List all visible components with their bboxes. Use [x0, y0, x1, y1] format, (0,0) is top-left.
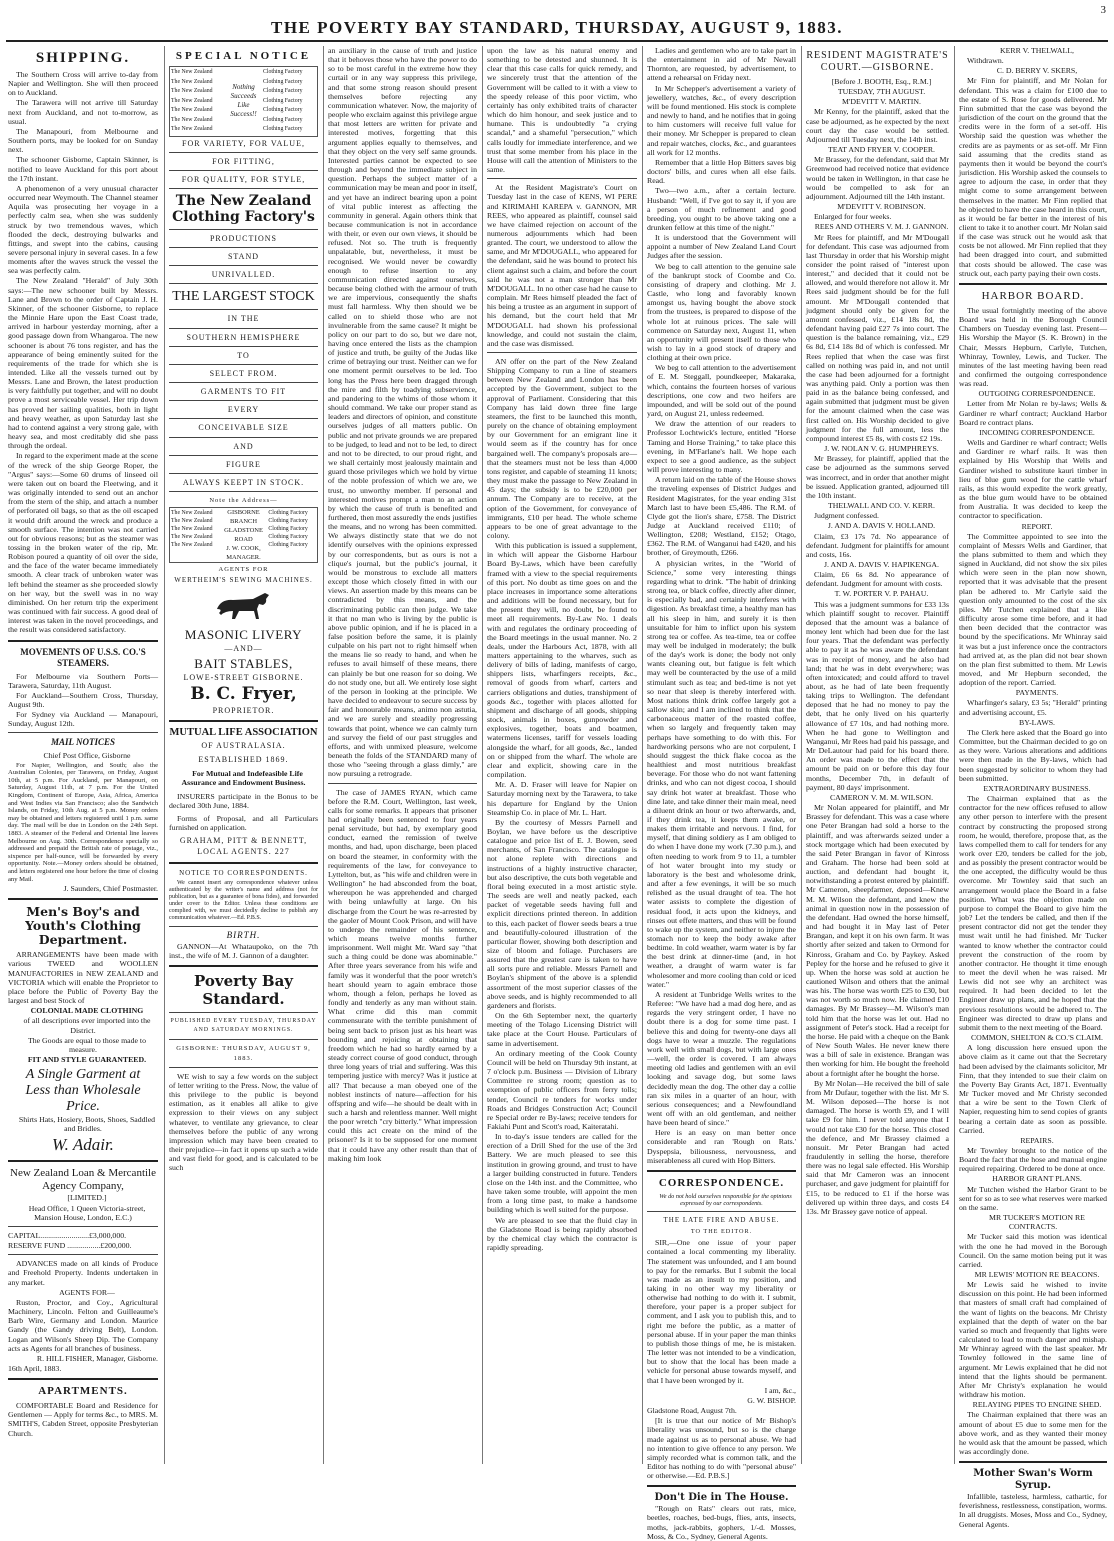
- australasia: OF AUSTRALASIA.: [201, 740, 286, 750]
- leader-text: WE wish to say a few words on the subject of letter writing to the Press. Now, the value of this privilege to the public is beyond estimation, as it enables all alike to give expression to their views on any subject whatever, to ventilate any grievance, to clear themselves before the public of any wrong impression which may have been created to their prejudice—in fact it opens up such a wide and vast field for good, and is calculated to be such: [169, 1071, 318, 1173]
- section-rule: [328, 783, 477, 784]
- section-rule: [487, 178, 637, 179]
- ad-line: GARMENTS TO FIT: [200, 387, 287, 397]
- horse-icon: [209, 589, 279, 623]
- birth-heading: BIRTH.: [226, 929, 261, 940]
- sub-text: Wharfinger's salary, £3 5s; "Herald" printing and advertising account, £5.: [959, 698, 1107, 717]
- case-heading: M'DEVITT V. MARTIN.: [842, 97, 921, 107]
- case-heading: THELWALL AND CO. V. KERR.: [828, 501, 935, 511]
- sub-heading: OUTGOING CORRESPONDENCE.: [978, 389, 1096, 399]
- late-fire-heading: THE LATE FIRE AND ABUSE.: [663, 1215, 780, 1224]
- harbour-board-heading: HARBOR BOARD.: [981, 289, 1085, 302]
- harbour-text: The usual fortnightly meeting of the above Board was held in the Borough Council Chambers on Tuesday evening last. Present—His Worship the Mayor (S. K. Brown) in the Chair, Messrs Hepburn, Carlyle, Tutchen, Whinray, Townley, Lewis, and Tucker. The minutes of the last meeting having been read and confirmed the outgoing correspondence was read.: [959, 305, 1107, 389]
- mother-swan-text: Infallible, tasteless, harmless, cathartic, for feverishness, restlessness, constipation, worms. In all druggists. Moses, Moss and Co., Sydney, General Agents.: [959, 1492, 1107, 1529]
- case-heading: J. AND A. DAVIS V. HOLLAND.: [827, 521, 936, 531]
- shipping-paragraph: The New Zealand "Herald" of July 30th says:—The new schooner built by Messrs. Lane and Brown to the order of Captain J. H. Skinner, of the schooner Gisborne, to replace the Minnie Hare upon the East Coast trade, arrived in harbour yesterday morning, after a good passage down from Whangaroa. The new schooner is about 76 tons register, and has the appearance of being eminently suited for the requirements of the trade for which she is intended. Like all the vessels turned out by Messrs. Lane and Brown, the latest production is very faithfully put together, and will no doubt prove a most serviceable vessel. Her trip down has proved her sailing qualities, both in light and heavy weather, as upon Saturday last she had to contend against a very strong gale, with heavy sea, and most creditably did she pass through the ordeal.: [8, 276, 158, 451]
- ad-line: SELECT FROM.: [209, 368, 278, 378]
- shipping-heading: SHIPPING.: [35, 50, 131, 66]
- ad-line: EVERY: [227, 405, 260, 415]
- garment-line: A Single Garment at: [25, 1067, 141, 1083]
- case-text: Judgment confessed.: [814, 511, 879, 521]
- loan-date: 16th April, 1883.: [8, 1363, 62, 1373]
- column-divider: [164, 46, 165, 1464]
- column-4: [487, 46, 637, 1464]
- section-rule: [169, 862, 318, 864]
- section-rule: [169, 247, 318, 248]
- case-heading: J. W. NOLAN V. G. HUMPHREYS.: [824, 444, 939, 454]
- nz-column: [170, 67, 225, 136]
- section-rule: [169, 491, 318, 492]
- movement-item: For Sydney via Auckland — Manapouri, Sunday, August 12th.: [8, 710, 158, 729]
- nz-line: The New Zealand: [171, 78, 213, 85]
- apartments-text: COMFORTABLE Board and Residence for Gentlemen — Apply for terms &c., to MRS. M. SMITH'S, Cabden Street, opposite Presbyterian Church.: [8, 1401, 158, 1438]
- nz-clothing-block: [169, 66, 318, 137]
- section-rule: [169, 328, 318, 329]
- section-rule: [959, 283, 1107, 285]
- local-agents: [169, 847, 318, 856]
- cf-line: Clothing Factory: [268, 542, 308, 549]
- section-rule: [169, 473, 318, 474]
- mail-signature: J. Saunders, Chief Postmaster.: [63, 884, 158, 894]
- proprietor: PROPRIETOR.: [212, 705, 275, 715]
- sub-text: Mr Lewis said he wished to invite discussion on this point. He had been informed that masters of small craft had complained of the want of lights on the beacons. Mr Christy explained that the depth of water on the bar varied so much and frequently that lights were calculated to lead to much danger and mishap. Mr Whinray agreed with the last speaker. Mr Townley followed in the same line of argument. Mr Lewis explained that he did not intend that the lights should be permanent. After Mr Christy's explanation he would withdraw his motion.: [959, 1280, 1107, 1400]
- cf-line: Clothing Factory: [268, 510, 308, 517]
- clothing-line: The Goods are equal to those made to measure.: [27, 1035, 146, 1054]
- loan-reserve: RESERVE FUND .................£200,000.: [8, 1241, 132, 1251]
- sub-text: Mr Tucker said this motion was identical with the one he had moved in the Borough Council. On the same motion being put it was carried.: [959, 1232, 1107, 1269]
- column-divider: [482, 46, 483, 1464]
- local-paragraph: In Mr Schepper's advertisement a variety of jewellery, watches, &c., of every description will be found mentioned. His stock is complete and newly to hand, and he notifies that in going to him customers will receive full value for their money. Mr Schepper is prepared to clean and repair watches, clocks, &c., and guarantees all work for 12 months.: [647, 83, 796, 157]
- section-rule: [8, 898, 158, 900]
- section-rule: [959, 1461, 1107, 1463]
- shipping-paragraph: A phenomenon of a very unusual character occurred near Weymouth. The Channel steamer Aquila was prosecuting her voyage in a perfectly calm sea, when she was suddenly struck by two tremendous waves, which flooded the deck, destroying bulwarks and fittings, and swept into the cabins, causing severe personal injury in several cases. In a few moments after the waves struck the vessel the sea was perfectly calm.: [8, 183, 158, 276]
- published-line: PUBLISHED EVERY TUESDAY, THURSDAY AND SATURDAY MORNINGS.: [170, 1018, 317, 1034]
- loan-limited: [LIMITED.]: [67, 1193, 107, 1203]
- address-block: [169, 507, 318, 563]
- sub-heading: BY-LAWS.: [1019, 717, 1055, 727]
- sub-heading: EXTRAORDINARY BUSINESS.: [983, 783, 1091, 793]
- tenders-text: In to-day's issue tenders are called for the erection of a Drill Shed for the use of the 3rd Battery. We are much pleased to see this institution in growing ground, and trust to have a larger building constructed in future. Tenders close on the 14th inst. and the Committee, who have taken some trouble, will appoint the men from a long time past, to make a handsome building which is well suited for the purpose.: [487, 1132, 637, 1215]
- section-rule: [169, 229, 318, 230]
- letter-signoff: I am, &c.,: [764, 1385, 796, 1395]
- local-paragraph: We beg to call attention to the genuine sale of the bankrupt stock of Coombe and Co. consisting of drapery and clothing. Mr J. Castle, who long and favorably known amongst us, having bought the above stock from the trustees, is prepared to dispose of the whole lot at ruinous prices. The sale will commence on Saturday next, August 11, when an opportunity will present itself to those who wish to lay in a good stock of drapery and clothing at their own price.: [647, 261, 796, 363]
- editor-reply: [It is true that our notice of Mr Bishop's liberality was unsound, but so is the charge made against us as to personal abuse. We had no intention to give offence to any person. We simply recorded what is common talk, and the Editor has nothing to do with "personal abuse" or otherwise.—Ed. P.B.S.]: [647, 1416, 796, 1481]
- birth-text: GANNON—At Whataupoko, on the 7th inst., the wife of M. J. Gannon of a daughter.: [169, 941, 318, 960]
- case-text: Mr Nolan appeared for plaintiff, and Mr Brassey for defendant. This was a case where one Peter Brangan had sold a horse to the plaintiff, and was afterwards seized under a stock mortgage which had been executed by the said Peter Brangan in favor of Kinross and Graham. The horse had been sold at auction, and defendant had bought it, notwithstanding a protest entered by plaintiff. Mr Cameron, sheepfarmer, deposed—Knew M. M. Wilson the defendant, and knew the animal in question now in the possession of the defendant. Had owned the horse himself, and had bought it in May last of Peter Brangan, and kept it on his own farm. It was shortly after seized and taken to Ormond for Kinross, Graham and Co. by Paykey. Asked Pepley for the horse and he refused to give it up. When the horse was sold at auction he cautioned Wilson and others that the animal was his. The horse was worth £25 to £30, but was not worth so much now. He claimed £10 damages. By Mr Brassey—M. Wilson's man told him that the horse was let out. Had no assignment of Peter's stock. Had a receipt for the horse. He paid with a cheque on the Bank of New South Wales. He never knew there was a bill of sale in existence. Brangan was then working for him. He bought the freehold about a fortnight after he bought the horse.: [806, 803, 949, 1078]
- cf-line: Clothing Factory: [263, 107, 303, 113]
- nothing-succeeds: Nothing Succeeds Like Success!!: [230, 83, 257, 119]
- clothing-department-heading: Men's Boy's and Youth's Clothing Department.: [25, 904, 141, 948]
- column-divider: [954, 46, 955, 1464]
- notice-correspondents-text: We cannot insert any correspondence whatever unless authenticated by the writer's name and address (not for publication, but as a guarantee of bona fides), and forwarded under cover to the Editor. Unless these conditions are complied with, we must decidedly decline to publish any communication whatever.—Ed. P.B.S.: [169, 879, 318, 921]
- special-notice-heading: SPECIAL NOTICE: [175, 50, 312, 62]
- sub-heading: PAYMENTS.: [1015, 688, 1059, 698]
- sub-text: The Chairman explained that as the contractor for the new offices refused to allow any other person to interfere with the present contract by constructing the proposed strong room, he would, therefore, propose that, as the laws compelled them to call for tenders for any work over £20, tenders be called for the job, and as possibly the present contractor would be the one accepted, the difficulty would be thus overcome. Mr Townley said that such an arrangement would place the Board in a false position. What was the objection made on purpose to compel the Board to give him the job? Let the tenders be called, and then if the present contractor did not get the tender they must wait until he had finished. Mr Tucker wanted to know whether the contractor could prevent the construction of the room by another contractor. He thought it time enough to meet the devil when he was raised. Mr Lewis did not see why an architect was required. It had been decided to let the Engineer draw up plans, and he hoped that the previous resolutions would be adhered to. The Engineer was directed to draw up plans and submit them to the next meeting of the Board.: [959, 794, 1107, 1032]
- case-heading: REES AND OTHERS V. M. J. GANNON.: [814, 222, 949, 232]
- insurers-text: INSURERS participate in the Bonus to be declared 30th June, 1884.: [169, 791, 318, 810]
- nz-line: The New Zealand: [171, 510, 213, 517]
- case-text: Claim, £3 17s 7d. No appearance of defendant. Judgment for plaintiffs for amount and costs, 16s.: [806, 531, 949, 559]
- local-paragraph: Two—two a.m., after a certain lecture. Husband: "Well, if I've got to say it, if you are a person of much refinement and good breeding, you ought to be above taking one a drunken fellow at this time of the night.": [647, 186, 796, 232]
- column-3: [328, 46, 477, 1464]
- dont-die-text: "Rough on Rats" clears out rats, mice, beetles, roaches, bed-bugs, flies, ants, insects, moths, jack-rabbits, gophers, 1/-d. Mosses, Moss, & Co., Sydney, General Agents.: [647, 1504, 796, 1541]
- nz-line: The New Zealand: [171, 69, 213, 75]
- case-heading: J. AND A. DAVIS V. HAPIKENGA.: [823, 559, 940, 569]
- rm-court-heading: RESIDENT MAGISTRATE'S COURT.—GISBORNE.: [806, 50, 949, 73]
- section-rule: [169, 400, 318, 401]
- local-paragraph: A resident at Tunbridge Wells writes to the Referee: "We have had a mad dog here, and as regards the very stringent order, I have no doubt there is a dog for some time past. I believe this and doing for twenty-one days all dogs have to wear a muzzle. The regulations work well with small dogs, but with large ones—well, the order is covered. I am always meeting old ladies and gentlemen with an evil looking and savage dog, but some laws decidedly mean the dog. The other day a collie ran six miles in a quarter of an hour, with serious consequences; and a Newfoundland went off with an old gentleman, and neither have been heard of since.": [647, 989, 796, 1128]
- case-text: Enlarged for four weeks.: [814, 212, 892, 222]
- section-rule: [647, 1485, 796, 1487]
- case-text: Mr Rees for plaintiff, and Mr M'Dougall for defendant. This case was adjourned from last Thursday in order that his Worship might consider the point raised of "interest upon interest," and decided that it could not be allowed, and would therefore not allow it. Mr Rees said judgment should be for the full amount. Mr M'Dougall contended that judgment should only be given for the amount confessed, viz., £14 18s 8d, the defendant having paid £27 7s into court. The question is the balance remaining, viz., £29 6s 8d, £14 18s 8d of which is confessed. Mr Rees replied that when the case was first called on nothing was paid in, and not until the case had been adjourned for a fortnight was anything paid. Only a portion was then paid in as the balance being confessed, and again submitted that judgment must be given for the amount claimed when the case was first called on. His Worship decided to give judgment for the full amount, less the compound interest £5 8s, with costs £2 19s.: [806, 232, 949, 443]
- established: ESTABLISHED 1869.: [198, 755, 289, 765]
- sub-heading: COMMON, SHELTON & CO.'S CLAIM.: [970, 1033, 1104, 1043]
- section-rule: [169, 418, 318, 419]
- clothing-line: of all descriptions ever imported into the District.: [23, 1016, 151, 1035]
- sub-text: Mr Tutchen wished the Harbor Grant to be sent for so as to see what reserves were marked on the same.: [959, 1184, 1107, 1212]
- movement-item: For Melbourne via Southern Ports—Tarawera, Saturday, 11th August.: [8, 671, 158, 690]
- pbs-title: Poverty Bay Standard.: [193, 972, 294, 1009]
- nz-line: The New Zealand: [171, 107, 213, 113]
- publication-text: With this publication is issued a supplement, in which will appear the Gisborne Harbour Board By-Laws, which have been carefully framed with a view to the special requirements of this port. No doubt as time goes on and the place increases in importance some alterations and additions will be found necessary, but for the present they will, no doubt, be found to meet all requirements. By-Law No. 1 deals with and regulates the ordinary proceeding of the Board meetings in the usual manner. No. 2 deals, under the Harbours Act, 1878, with all matters appertaining to the wharves, such as delivery of bills of lading, manifests of cargo, shippers lists, wharfingers receipts, &c., removal of goods from wharf, carters and carriers obligations and duties, transhipment of goods &c., together with places allotted for shipment and discharge of all goods, shipping stock, animals in boxes, gunpowder and explosives, together, boats and boatmen, watermens licenses, tariff for vessels loading alongside the wharf, for all goods, &c., landed on or shipped from the wharf. The whole are clear and explicit, showing care in the compilation.: [487, 541, 637, 780]
- case-heading: CAMERON V. M. M. WILSON.: [829, 792, 934, 802]
- garment-items: Shirts Hats, Hosiery, Boots, Shoes, Saddled and Bridles.: [18, 1115, 156, 1134]
- section-rule: [8, 1226, 158, 1227]
- sub-text: Mr Townley brought to the notice of the Board the fact that the hose and manual engine required repairing. Ordered to be done at once.: [959, 1145, 1107, 1174]
- case-text: By Mr Nolan—He received the bill of sale from Mr Dufaur, together with the list. Mr S. M. Wilson deposed—The horse is not damaged. The horse is worth £9, and I will take £9 for him. I never told anyone that I would not take £30 for the horse. This closed the defence, and Mr Brassey claimed a nonsuit. Mr Peter Brangan had acted fraudulently in selling the horse, therefore there was no legal sale effected. His Worship said that Mr Cameron was an innocent purchaser, and gave judgment for plaintiff for £15, to be reduced to £1 if the horse was delivered up within three days, and costs £4 13s. Mr Brassey gave notice of appeal.: [806, 1078, 949, 1216]
- section-rule: [169, 1067, 318, 1068]
- clothing-text: ARRANGEMENTS have been made with various TWEED and WOOLLEN MANUFACTORIES in NEW ZEALAND and VICTORIA which will enable the Proprietor to place before the Public of Poverty Bay the largest and best Stock of: [8, 950, 158, 1006]
- movements-heading: MOVEMENTS OF U.S.S. CO.'S STEAMERS.: [20, 646, 146, 668]
- local-agents-label: LOCAL AGENTS.: [197, 847, 272, 857]
- case-heading: T. W. PORTER V. P. PAHAU.: [834, 589, 929, 599]
- local-paragraph: We draw the attention of our readers to Professor Lochtwick's lecture, entitled "Horse Taming and Horse Training," to take place this evening, in M'Farlane's hall. We hope each expect to see a good audience, as the subject will prove interesting to many.: [647, 419, 796, 475]
- section-rule: [169, 346, 318, 347]
- pleased-text: We are pleased to see that the fluid clay in the Gladstone Road is being rapidly absorbed by the chemical clay which the contractor is rapidly spreading.: [487, 1215, 637, 1252]
- ad-line: SOUTHERN HEMISPHERE: [186, 332, 301, 342]
- bait-stables: BAIT STABLES,: [194, 655, 293, 671]
- loan-capital: CAPITAL.........................£3,000,000.: [8, 1230, 127, 1240]
- column-2: [169, 46, 318, 1464]
- cf-line: Clothing Factory: [263, 69, 303, 75]
- case-text: Mr Finn for plaintiff, and Mr Nolan for defendant. This was a claim for £100 due to the estate of S. Rose for goods delivered. Mr Finn submitted that the case was beyond the jurisdiction of the court on the ground that the credits were in the form of a set-off. His Worship said the question was whether the credits are as payments or as set-off. Mr Finn said assuming that the credits stand as payments then it would be beyond the court's jurisdiction. His Worship asked the counsels to agree to adjourn the case, in order that they might come to some arrangement between themselves in the matter. Mr Finn replied that he objected to have the case heard in this court, as it would be far better in the interest of his client to take it to another court. Mr Nolan said if the case was struck out he would ask that costs be not allowed. Mr Finn replied that they had been dragged into court, and submitted that costs should be allowed. The case was struck out, each party paying their own costs.: [959, 76, 1107, 278]
- section-rule: [169, 283, 318, 284]
- sub-text: Wells and Gardiner re wharf contract; Wells and Gardiner re wharf rails. It was then explained by His Worship that Wells and Gardiner wished to substitute kauri timber in lieu of blue gum wood for the cattle wharf rails, as this would expedite the work greatly, as the blue gum would have to be obtained from Australia. It was decided to keep the contractor to specification.: [959, 438, 1107, 521]
- wertheim: WERTHEIM'S SEWING MACHINES.: [174, 576, 313, 585]
- column-divider: [801, 46, 802, 1464]
- ad-line: FIGURE: [226, 459, 261, 469]
- nz-line: The New Zealand: [171, 97, 213, 104]
- cf-line: Clothing Factory: [263, 126, 303, 132]
- fraser-text: Mr. A. D. Fraser will leave for Napier on Saturday morning next by the Tarawera, to take his departure for England by the Union Steamship Co. in place of Mr. L. Hart.: [487, 780, 637, 817]
- ad-line: FOR FITTING,: [212, 156, 275, 166]
- gladstone-road: GLADSTONE ROAD: [224, 527, 263, 544]
- address-note: Note the Address—: [209, 497, 278, 504]
- sub-heading: MR LEWIS' MOTION RE BEACONS.: [974, 1270, 1100, 1279]
- largest-stock: THE LARGEST STOCK: [172, 289, 315, 305]
- letter-text: SIR,—One one issue of your paper contained a local commenting my liberality. The statement was unfounded, and I am bound to pay for the remarks. But I submit the local was made as an insult to my position, and taking in no other way my liberality or otherwise had nothing to do with it. I submit, therefore, your paper is a proper subject for comment, and I ask you to publish this, and to right me before the public, as a matter of personal abuse. If in your paper the man thinks to publish those things of me, he is mistaken. The letter was not intended to be a vindication, but to show that the local has been made a vehicle for personal abuse towards myself, and that I have been wronged by it.: [647, 1238, 796, 1385]
- nz-column: [170, 508, 220, 562]
- agents-text: Ruston, Proctor, and Coy., Agricultural Machinery, Lincoln. Felton and Guilleaume's Barb Wire, Germany and London. Maurice Gandy (the Gandy driving Belt), London. Logan and Wilson's Sheep Dip. The Company acts as Agents for all branches of business.: [8, 1297, 158, 1353]
- masonic-livery: MASONIC LIVERY: [184, 627, 303, 643]
- dateline: GISBORNE: THURSDAY, AUGUST 9, 1883.: [176, 1045, 311, 1062]
- section-rule: [169, 188, 318, 189]
- garment-line: Less than Wholesale: [25, 1083, 141, 1099]
- ad-line: CONCEIVABLE SIZE: [198, 423, 289, 433]
- mail-notices-text: For Napier, Wellington, and South; also the Australian Colonies, per Tarawera, on Friday, August 10th, at 5 p.m. For Auckland, per Manapouri, on Saturday, August 11th, at 7 p.m. For the United Kingdom, Continent of Europe, Asia, Africa, America and West Indies via San Francisco; also the Sandwich Islands, on Friday, 10th Aug. at 5 p.m. Money orders may be obtained and letters registered until 1 p.m. same day. The mail will be due in London on the 24th Sept. 1883. A steamer of the Federal and Oriental line leaves Melbourne on Aug. 30th. Correspondence specially so addressed and prepaid the British rate of postage, viz., sixpence per half-ounce, will be forwarded by every opportunity. Note.—Money orders should be obtained, and letters registered one hour before the time of closing any Mail.: [8, 761, 158, 883]
- nz-factory-title: Clothing Factory's: [172, 208, 315, 225]
- nz-line: The New Zealand: [171, 116, 213, 123]
- section-rule: [169, 265, 318, 266]
- ad-line: UNRIVALLED.: [211, 270, 276, 280]
- masthead: [0, 0, 1114, 44]
- sub-heading: REPORT.: [1021, 521, 1053, 531]
- sub-heading: INCOMING CORRESPONDENCE.: [979, 427, 1095, 437]
- section-rule: [169, 455, 318, 456]
- ad-line: ALWAYS KEEPT IN STOCK.: [182, 477, 305, 487]
- nz-line: The New Zealand: [171, 88, 213, 94]
- jw-cook: J. W. COOK, MANAGER.: [226, 545, 261, 562]
- section-rule: [169, 170, 318, 171]
- courtesy-text: By the courtesy of Messrs Parnell and Boylan, we have before us the descriptive catalogue and price list of E. J. Bowen, seed merchants, of San Francisco. The catalogue is not alone replete with directions and instructions of a highly instructive character, but also descriptive, the cuts both vegetable and floral being executed in a most artistic style. The seeds are well and neatly packed, each packet of vegetable seeds having full and explicit directions printed thereon. In addition to this, each packet of flower seeds bears a true and beautifully-coloured illustration of the particular flower, showing both description and size of bloom and foliage. Purchasers are assured that the greatest care is taken to have all sorts pure and reliable. Messrs Parnell and Boylan's shipment of the above is a splendid assortment of the most superior classes of the above seeds, and is highly recommended to all gardeners and florists.: [487, 817, 637, 1010]
- section-rule: [169, 926, 318, 927]
- nz-line: The New Zealand: [171, 534, 213, 541]
- column-5: [647, 46, 796, 1541]
- notice-correspondents: NOTICE TO CORRESPONDENTS.: [179, 868, 308, 877]
- cf-line: Clothing Factory: [263, 97, 303, 104]
- case-text: Mr Brassey, for the defendant, said that Mr Greenwood had received notice that evidence would be taken in Wellington, in that case he would be compelled to ask for an adjournment. Adjourned till the 14th instant.: [806, 155, 949, 201]
- section-rule: [169, 1012, 318, 1013]
- loan-signature: R. HILL FISHER, Manager, Gisborne.: [36, 1353, 158, 1363]
- ryan-article: The case of JAMES RYAN, which came before the R.M. Court, Wellington, last week, calls for some remarks. It appears that prisoner had originally been sentenced to four years penal servitude, but had, by exemplary good conduct, earned the remission of twelve months, and had, upon discharge, been placed on board the steamer, in conformity with the requirements of the law, for conveyance to Lyttelton, but, as "his wife and children were in Wellington" he had absconded from the boat, whereupon he was apprehended and charged with being unlawfully at large. On his discharge from the Court he was re-arrested by the gaoler of Mount Cook Prison, and will have to undergo the remainder of his sentence, which means twelve months further imprisonment. Well might Mr. Ward say "that such a thing could be done was abominable." After three years severance from his wife and family was it wonderful that the poor wretch's heart should yearn to again embrace those whom, though a felon, perhaps he loved as fondly and tenderly as any man without stain. What crime did this man commit commensurate with the terrible punishment of being sent back to prison just as his heart was bounding and rejoicing at obtaining that freedom which he had so hardly earned by a steady correct course of good conduct, through three long years of trial and suffering. Was this tempering justice with mercy? Was it justice at all? That because a man obeyed one of the noblest instincts of nature—affection for his offspring and wife—he should be dealt with in such a harsh and relentless manner. Well might the poor wretch "cry bitterly." What impression could this act create on the mind of the prisoner? Is it to be supposed for one moment that it could have any other result than that of making him look: [328, 787, 477, 1163]
- shipping-paragraph: The Manapouri, from Melbourne and Southern ports, may be looked for on Sunday next.: [8, 126, 158, 155]
- ad-line: STAND: [227, 252, 260, 262]
- clothing-line: FIT AND STYLE GUARANTEED.: [27, 1055, 147, 1064]
- section-rule: [8, 1160, 158, 1162]
- letter-signer: G. W. BISHOP.: [747, 1395, 796, 1405]
- mutual-text: For Mutual and Indefeasible Life Assurance and Endowment Business.: [181, 769, 306, 788]
- mail-notices-heading: MAIL NOTICES: [51, 737, 115, 748]
- section-rule: [8, 1254, 158, 1255]
- ad-line: FOR QUALITY, FOR STYLE,: [181, 174, 306, 184]
- section-rule: [8, 732, 158, 733]
- sub-text: The Committee appointed to see into the complaint of Messrs Wells and Gardiner, that the plans submitted to them and which they signed in Auckland, did not show the six piles which were seen in the plan now shown, reported that it was advisable that the present plan be adhered to. Mr Carlyle said the question only amounted to the cost of the six piles. Mr Tutchen explained that a like difficulty arose some time before, and it had then been decided that the contractor was bound by the specifications. Mr Whinray said it was but a just inference once the contractors had arrived at, as the plan did not bear shown on the plan first submitted to them. Mr Lewis moved, and Mr Hepburn seconded, the adoption of the report. Carried.: [959, 531, 1107, 688]
- masthead-rule: [6, 40, 1108, 42]
- mail-subheading: Chief Post Office, Gisborne: [43, 751, 131, 761]
- loan-advances: ADVANCES made on all kinds of Produce and Freehold Property. Indents undertaken in any market.: [8, 1259, 158, 1287]
- gisborne-branch: GISBORNE BRANCH: [227, 509, 260, 526]
- cf-line: Clothing Factory: [263, 88, 303, 94]
- branch-info: [220, 508, 268, 562]
- section-rule: [8, 640, 158, 642]
- shipping-paragraph: The Southern Cross will arrive to-day from Napier and Wellington. She will then proceed on to Auckland.: [8, 70, 158, 98]
- tuesday-line: TUESDAY, 7TH AUGUST.: [837, 87, 926, 97]
- and-dash: —AND—: [224, 644, 263, 654]
- rm-court-text: At the Resident Magistrate's Court on Tuesday last in the case of KENS, WI PERE and KIRIMAHI KAREPA v. GANNON, MR REES, who appeared as plaintiff, counsel said we have claimed rejection on account of the numerous adjournments which had been granted. The court, we understood to allow the same, and Mr M'DOUGALL, who appeared for the defendant, said he was bound to protect his client against such a claim, and before the court said he was not a man stronger than Mr M'DOUGALL. In no other case had he cause to complain. Mr Rees himself pleaded the fact of his being a trustee as an argument in support of his demand, but the court held that Mr M'DOUGALL had shown his professional knowledge, and could not sustain the claim, and the case was dismissed.: [487, 183, 637, 348]
- section-rule: [487, 352, 637, 353]
- leader-continued: an auxiliary in the cause of truth and justice that it behoves those who have the power to do so to be most careful in the extreme how they curtail or in any way suppress this privilege, and that some strong reason should present themselves before rejecting any communication whatever. Now, the majority of people who exclaim against this privilege argue that most letters are written for private and interested motives, forgetting that this argument applies equally to themselves, and that they object on the very self same grounds. Interested parties cannot be expected to see through and beyond the immediate subject in question. Perhaps the subject matter of a communication may be mean and poor in itself, and yet have an indirect bearing upon a point of vital public interest as affecting the community in general. Again others think that because communication is not in accordance with their, or even our own views, it should be refused. Not so. The truth is frequently unpalatable, but, nevertheless, it must be recognised. We would never be cowardly enough to refuse insertion to any communication directed against ourselves, because being clothed with the armour of truth we are impervious, consequently the shafts must fall harmless. Why then should we be called on to shield those who are not invulnerable from the same cause? It might be policy on our part to do so, but we dare not, having once entered the lists as the champion of justice and truth, be guilty of the Judas like crime of betraying our trust. Neither can we for one moment permit ourselves to be led. Too long has the Press here been dragged through the mire and filth by toadying subservience, and pandering to the whims of those whom it should command. We take our proper stand as leaders and directors of opinion, and constitute ourselves judges of all matters public. On public and not private grounds we are prepared to be judged, to lead and not to be led, to direct and not to be directed, to our proud right, and we shall certainly most jealously maintain and guard those privileges which we hold by virtue of the noble profession of which we are, we trust, no unworthy member. If personal and interested motives prompt a man to an action by which the cause of truth is benefited and furthered, then most assuredly the ends justifies the means, and no wrong has been committed. We always distinctly state that we do not identify ourselves with the opinions expressed by our correspondents, but as ours is not a clique's journal, but the public's journal, it would be monstrous to exclude all matters except those which closely fitted in with our views. An assertion made by this means can be contradicted by this means, and the discriminating public can then judge. We take it that no man who is living by the public is above public opinion, and if he is placed in a false position before the same, it is plainly culpable on his part not to right himself when the means lie so ready to hand, and when he refuses to avail himself of these means, there can plainly be but one reason for so doing. We do not study one, but all. We entirely lose sight of the person in looking at the principle. We have decided to endeavour to secure success by fair and honourable means, animo non astutia, and we are surely and steadily progressing towards that point, whence we can calmly turn and survey the field of our past struggles and efforts, and with unmixed pleasure, welcome beneath the folds of the STANDARD many of those who "seeing through a glass dimly," are now pursuing a retrograde.: [328, 46, 477, 779]
- letter-place: Gladstone Road, August 7th.: [647, 1406, 737, 1416]
- nz-line: The New Zealand: [171, 126, 213, 132]
- local-paragraph: Remember that a little Hop Bitters saves big doctors' bills, and cures when all else fails. Read.: [647, 157, 796, 186]
- fryer-name: B. C. Fryer,: [190, 683, 297, 704]
- steamer-text: AN offer on the part of the New Zealand Shipping Company to run a line of steamers between New Zealand and London has been accepted by the Government, subject to the approval of Parliament. Considering that this Company has laid down three fine large steamers, the first to be launched this month, purely on the chance of obtaining employment by our Government for an emigrant line it would seem as if the country has for once bargained well. The company's proposals are—that the steamers must not be less than 4,000 tons register, and capable of steaming 11 knots; they must make the passage to New Zealand in 45 days; the subsidy is to be £20,000 per annum. The Company are to receive, at the option of the Government, for conveyance of immigrants, £10 per head. The whole scheme appears to be one of great advantage to the colony.: [487, 357, 637, 540]
- case-heading: C. D. BERRY V. SKERS,: [996, 66, 1078, 76]
- case-text: Withdrawn.: [967, 56, 1004, 66]
- cf-line: Clothing Factory: [263, 116, 303, 123]
- section-rule: [647, 1211, 796, 1212]
- shipping-paragraph: In regard to the experiment made at the scene of the wreck of the ship George Roper, the "Argus" says:—Some 60 drums of linseed oil were taken out on board the Fleetwing, and it was originally intended to send out an anchor from the stern of the ship, and attach a number of perforated oil bags, so that as the oil escaped it would drift around the wreck and produce a smooth surface. The intention was not carried out for obvious reasons; but as the steamer was tossing in the broken water of the rip, Mr. Robison poured a quantity of oil over the side, and the face of the water became immediately smooth. A clear track of unbroken water was left behind the steamer as she proceeded slowly on her way, but the swell was in no way diminished. On her return trip the experiment was continued with fair success. A good deal of interest was taken in the novel proceedings, and the result was considered satisfactory.: [8, 451, 159, 635]
- ordinary-meeting-text: An ordinary meeting of the Cook County Council will be held on Thursday 9th instant, at 7 o'clock p.m. Business — Division of Library Committee re strong room; question as to exemption of public officers from ferry tolls; tender, Council re tenders for works under Roads and Bridges Construction Act; Council re Special order re By-laws; receive tenders for Fakiahi Punt and Scott's road, Kaiteratahi.: [487, 1048, 637, 1131]
- meeting-text: On the 6th September next, the quarterly meeting of the Tolago Licensing District will take place at the Court House. Particulars of same in advertisement.: [487, 1011, 637, 1048]
- local-paragraph: A physician writes, in the "World of Science," some very interesting things regarding what to drink. "The habit of drinking strong tea, or black coffee, directly after dinner, is especially bad, and certainly interferes with digestion. As breakfast time, a healthy man has all his sleep in him, and surely it is then unsuitable for him to inflict upon his system strong tea or coffee. As tea-time, tea or coffee may well be indulged in moderately; the bulk of the day's work is done; the body not only wants cleaning out, but fatigue is felt which may well be counteracted by the use of a mild stimulant such as tea; and bed-time is not yet so near that sleep is thereby interfered with. Most nations think drink coffee largely got a sallow skin; and I am inclined to think that the carbonaceous matter of the roasted coffee, when so largely and frequently taken may perhaps have something to do with this. For hardworking persons who are not corpulent, I should suggest the thick flake cocoa as the healthiest and most nutritious breakfast beverage. For those who do not want fattening drinks, and who can not digest cocoa, I should say drink hot water at breakfast. Those who dine late, and take dinner their main meal, need a diluent drink an hour or two afterwards, and, if they drink tea, it keeps them awake, or makes them irritable and nervous. I find, for myself, that dining soldiery as I am obliged to do when I have done my work (7.30 p.m.), and often needing to work from 9 to 11, a tumbler of hot water brought into my study or laboratory is the best and wholesome drink, and after a few evenings, it will be so much relished as the usual draught of tea. The hot water assists to complete the digestion of residual food, it acts upon the kidneys, and rinses out effete matters, and thus will be found to wake up the system, and neither to injure the stomach nor to keep the body awake after bedtime. In cold weather, warm water is by far the best drink at dinner-time (and, in hot weather, a draught of warm water is far wholesomer and more cooling than cold or iced water.": [647, 558, 796, 989]
- sub-text: The Chairman explained that there was an amount of about £5 due to some men for the above work, and as they wanted their money he would ask that the amount be passed, which was accordingly done.: [959, 1410, 1107, 1456]
- shipping-paragraph: The Tarawera will not arrive till Saturday next from Auckland, and not to-morrow, as usual.: [8, 98, 158, 126]
- section-rule: [169, 1039, 318, 1040]
- sub-heading: HARBOR GRANT PLANS.: [992, 1174, 1082, 1184]
- before-line: [Before J. BOOTH, Esq., R.M.]: [831, 77, 932, 86]
- case-heading: TEAT AND FRYER V. COOPER.: [827, 145, 935, 155]
- ad-line: AND: [233, 441, 254, 451]
- section-rule: [169, 364, 318, 365]
- cf-column: [262, 67, 317, 136]
- clothing-line: COLONIAL MADE CLOTHING: [30, 1006, 144, 1016]
- cf-line: Clothing Factory: [268, 518, 308, 525]
- section-rule: [169, 309, 318, 310]
- section-rule: [8, 1378, 158, 1380]
- local-paragraph: Ladies and gentlemen who are to take part in the entertainment in aid of Mr Newall Thornton, are requested, by advertisement, to attend a rehearsal on Friday next.: [647, 46, 796, 83]
- forms-text: Forms of Proposal, and all Particulars furnished on application.: [169, 813, 318, 833]
- case-text: This was a judgment summons for £33 13s which plaintiff sought to recover. Plaintiff deposed that the amount was a balance of money lent which had been due for the last four years. That the defendant was perfectly able to pay it as he was aware the defendant was in receipt of money, and he also had land; that he was in debt everywhere; was often intoxicated; and could afford to travel about, as he had of late been frequently taking trips to Wellington. The defendant deposed that he had no money to pay the debt, that he only lived on his quarterly allowance of £7 10s, and had nothing more. When he had gone to Wellington and Wanganui, Mr Rees had paid his passage, and Mr DeLautour had paid for his board there. An order was made to the effect that the amount be paid on or before this day four months, December 7th, in default of payment, 80 days' imprisonment.: [806, 599, 949, 792]
- correspondence-disclaimer: We do not hold ourselves responsible for the opinions expressed by our correspondents.: [659, 1192, 792, 1207]
- garment-line: Price.: [66, 1099, 100, 1115]
- nz-line: The New Zealand: [171, 518, 213, 525]
- local-agents-number: 227: [274, 847, 290, 857]
- correspondence-heading: CORRESPONDENCE.: [658, 1176, 785, 1189]
- section-rule: [647, 1170, 796, 1172]
- agents-heading: AGENTS FOR—: [59, 1287, 115, 1297]
- loan-company-heading: New Zealand Loan & Mercantile Agency Company,: [10, 1167, 156, 1193]
- movement-item: For Auckland—Southern Cross, Thursday, August 9th.: [8, 690, 158, 709]
- sub-heading: REPAIRS.: [1020, 1135, 1054, 1145]
- sub-heading: MR TUCKER'S MOTION RE CONTRACTS.: [989, 1213, 1085, 1232]
- loan-office: Head Office, 1 Queen Victoria-street, Mansion House, London, E.C.): [28, 1203, 146, 1222]
- section-rule: [169, 437, 318, 438]
- section-rule: [169, 152, 318, 153]
- case-text: Mr Brassey, for plaintiff, applied that the case be adjourned as the summons served was incorrect, and in order that another might be issued. Application granted, adjourned till the 10th instant.: [806, 454, 949, 500]
- local-paragraph: We beg to call attention to the advertisement of E. M. Steggall, poundkeeper, Makaraka, which, contains the fourteen horses of various descriptions, one cow and two heifers are impounded, and will be sold out of the pound yard, on August 21, unless redeemed.: [647, 363, 796, 419]
- dont-die-heading: Don't Die in The House.: [654, 1492, 789, 1504]
- to-editor: TO THE EDITOR.: [690, 1228, 753, 1236]
- column-6: [806, 46, 949, 1464]
- cf-line: Clothing Factory: [268, 526, 308, 533]
- sub-heading: RELAYING PIPES TO ENGINE SHED.: [972, 1400, 1102, 1410]
- local-paragraph: It is understood that the Government will appoint a number of New Zealand Land Court Judges after the session.: [647, 233, 796, 261]
- sub-text: A long discussion here ensued upon the above claim as it came out that the Secretary had been advised by the claimants solicitor, Mr Finn, that they intended to sue their claim on the Poverty Bay Grants Act, 1871. Eventually Mr Tucker moved and Mr Christy seconded that a wire be sent to the Town Clerk of Napier, requesting him to send copies of grants bearing a certain date as soon as possible. Carried.: [959, 1043, 1107, 1135]
- section-rule: [169, 965, 318, 967]
- case-heading: KERR V. THELWALL,: [1000, 46, 1074, 55]
- column-1: [8, 46, 158, 1464]
- cf-line: Clothing Factory: [268, 534, 308, 541]
- agents-for: AGENTS FOR: [218, 566, 269, 574]
- column-7: [959, 46, 1107, 1529]
- column-divider: [323, 46, 324, 1464]
- ad-line: PRODUCTIONS: [209, 233, 277, 243]
- ad-line: IN THE: [227, 314, 260, 324]
- case-heading: M'DEVITT V. ROBINSON.: [837, 202, 926, 212]
- case-text: Mr Kenny, for the plaintiff, asked that the case be adjourned, as he expected by the next court day the case would be settled. Adjourned till Tuesday next, the 14th inst.: [806, 107, 949, 144]
- cf-line: Clothing Factory: [263, 78, 303, 85]
- case-text: Claim, £6 6s 8d. No appearance of defendant. Judgment for amount with costs.: [806, 570, 949, 589]
- local-paragraph: Here is an easy on man better once considerable and ran 'Rough on Rats.' Dyspepsia, biliousness, nervousness, and miserableness all cured with Hop Bitters.: [647, 1128, 796, 1165]
- adair-signature: W. Adair.: [52, 1135, 114, 1155]
- local-paragraph: A return laid on the table of the House shows the traveling expenses of District Judges and Resident Magistrates, for the year ending 31st March last to have been £5,486. The R.M. of Clyde got the lion's share, £758. The District Judge at Auckland received £110; of Wellington, £208; Westland, £152; Otago, £362. The R.M. of Wanganui had £420, and his brother, of Greymouth, £266.: [647, 475, 796, 558]
- newspaper-title: THE POVERTY BAY STANDARD, THURSDAY, AUGUST 9, 1883.: [270, 18, 843, 37]
- ryan-continued: upon the law as his natural enemy and something to be detested and shunned. It is clear that this case calls for quick remedy, and we sincerely trust that the attention of the Government will be called to it with a view to the speedy release of this poor victim, who certainly has only exhibited traits of character which do him honour, and seek justice and to humane. This is undoubtedly "a crying scandal," and a shameful "persecution," which calls loudly for immediate interference, and we trust that some member from his place in the House will call the attention of Ministers to the same.: [487, 46, 637, 175]
- apartments-heading: APARTMENTS.: [38, 1385, 128, 1398]
- page-number: 3: [1100, 4, 1106, 16]
- shipping-paragraph: The schooner Gisborne, Captain Skinner, is notified to leave Auckland for this port about the 17th instant.: [8, 155, 158, 183]
- mutual-life-heading: MUTUAL LIFE ASSOCIATION: [169, 726, 318, 738]
- section-rule: [169, 382, 318, 383]
- nz-factory-title: The New Zealand: [175, 192, 312, 209]
- sub-text: The Clerk here asked that the Board go into Committee, but the Chairman decided to go on as they were. Various alterations and additions were then made in the By-laws, which had been suggested by solicitor to whom they had been submitted.: [959, 727, 1107, 783]
- nz-line: The New Zealand: [171, 526, 213, 533]
- nz-line: The New Zealand: [171, 542, 213, 549]
- graham-pitt: GRAHAM, PITT & BENNETT,: [179, 836, 308, 846]
- sub-text: Letter from Mr Nolan re by-laws; Wells & Gardiner re wharf contract; Auckland Harbor Board re contract plans.: [959, 399, 1107, 427]
- ad-line: FOR VARIETY, FOR VALUE,: [182, 138, 305, 148]
- section-rule: [169, 720, 318, 722]
- ad-line: TO: [237, 350, 250, 360]
- column-divider: [642, 46, 643, 1464]
- lowe-street: LOWE-STREET GISBORNE.: [183, 672, 304, 682]
- cf-column: [267, 508, 317, 562]
- mother-swan-heading: Mother Swan's Worm Syrup.: [973, 1468, 1093, 1492]
